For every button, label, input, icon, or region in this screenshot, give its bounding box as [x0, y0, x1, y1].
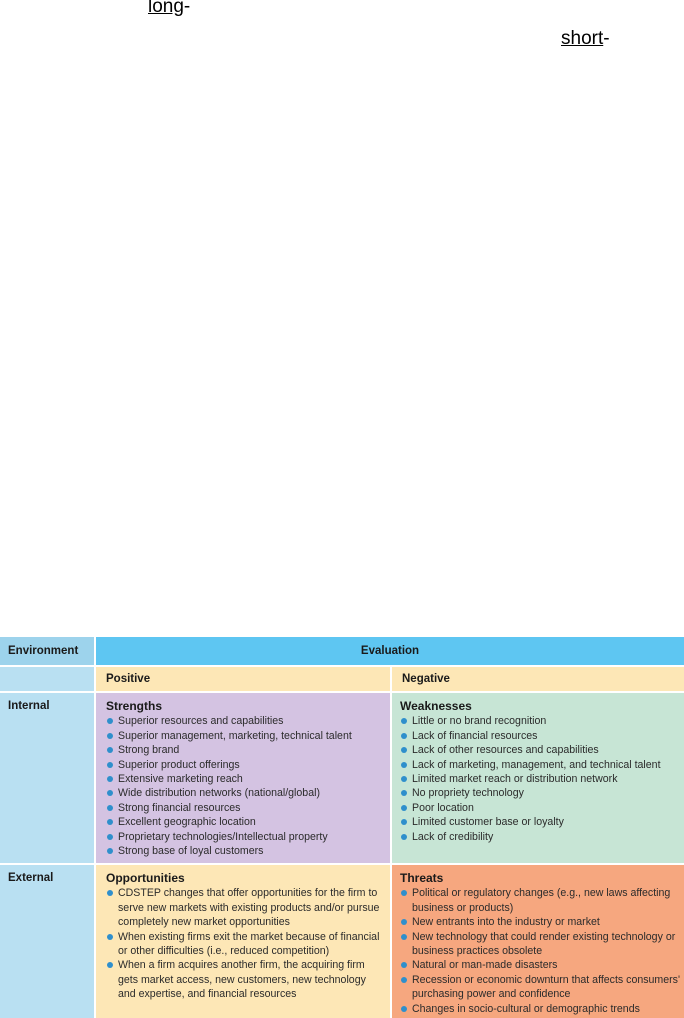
list-item: Poor location — [400, 801, 682, 815]
list-item: Natural or man-made disasters — [400, 958, 682, 972]
text-fragment-long — [148, 0, 190, 18]
opportunities-title: Opportunities — [106, 871, 185, 885]
weaknesses-quadrant — [392, 693, 684, 863]
list-item: Strong base of loyal customers — [106, 844, 386, 858]
opportunities-list — [106, 886, 386, 1001]
strengths-quadrant — [96, 693, 390, 863]
list-item: Recession or economic downturn that affects consumers' purchasing power and confidence — [400, 973, 682, 1002]
list-item: Little or no brand recognition — [400, 714, 682, 728]
positive-header: Positive — [96, 667, 390, 691]
opportunities-quadrant — [96, 865, 390, 1018]
external-row-label: External — [0, 865, 94, 1018]
list-item: No propriety technology — [400, 786, 682, 800]
negative-header: Negative — [392, 667, 684, 691]
strengths-list — [106, 714, 386, 858]
list-item: New technology that could render existing technology or business practices obsolete — [400, 930, 682, 959]
list-item: Lack of other resources and capabilities — [400, 743, 682, 757]
list-item: Limited customer base or loyalty — [400, 815, 682, 829]
list-item: Strong financial resources — [106, 801, 386, 815]
environment-header: Environment — [0, 637, 94, 665]
internal-row-label: Internal — [0, 693, 94, 863]
list-item: New entrants into the industry or market — [400, 915, 682, 929]
list-item: Lack of financial resources — [400, 729, 682, 743]
list-item: When a firm acquires another firm, the acquiring firm gets market access, new customers, new technology and expertise, and financial resources — [106, 958, 386, 1001]
hyphen: - — [183, 0, 191, 17]
list-item: Strong brand — [106, 743, 386, 757]
list-item: Extensive marketing reach — [106, 772, 386, 786]
list-item: Changes in socio-cultural or demographic trends — [400, 1002, 682, 1016]
underlined-word-long: long — [148, 0, 184, 17]
list-item: Superior product offerings — [106, 758, 386, 772]
list-item: Proprietary technologies/Intellectual property — [106, 830, 386, 844]
weaknesses-title: Weaknesses — [400, 699, 472, 713]
list-item: Lack of marketing, management, and technical talent — [400, 758, 682, 772]
list-item: CDSTEP changes that offer opportunities for the firm to serve new markets with existing products and/or pursue completely new market opportunities — [106, 886, 386, 929]
list-item: When existing firms exit the market because of financial or other difficulties (i.e., reduced competition) — [106, 930, 386, 959]
weaknesses-list — [400, 714, 682, 844]
threats-list — [400, 886, 682, 1016]
strengths-title: Strengths — [106, 699, 163, 713]
list-item: Lack of credibility — [400, 830, 682, 844]
list-item: Superior management, marketing, technical talent — [106, 729, 386, 743]
hyphen: - — [603, 28, 610, 49]
list-item: Superior resources and capabilities — [106, 714, 386, 728]
swot-table — [0, 637, 684, 1018]
list-item: Excellent geographic location — [106, 815, 386, 829]
text-fragment-short — [561, 28, 610, 50]
environment-blank-cell — [0, 667, 94, 691]
threats-title: Threats — [400, 871, 444, 885]
list-item: Wide distribution networks (national/global) — [106, 786, 386, 800]
evaluation-header: Evaluation — [96, 637, 684, 665]
threats-quadrant — [392, 865, 684, 1018]
list-item: Political or regulatory changes (e.g., new laws affecting business or products) — [400, 886, 682, 915]
list-item: Limited market reach or distribution network — [400, 772, 682, 786]
underlined-word-short: short — [561, 28, 604, 49]
